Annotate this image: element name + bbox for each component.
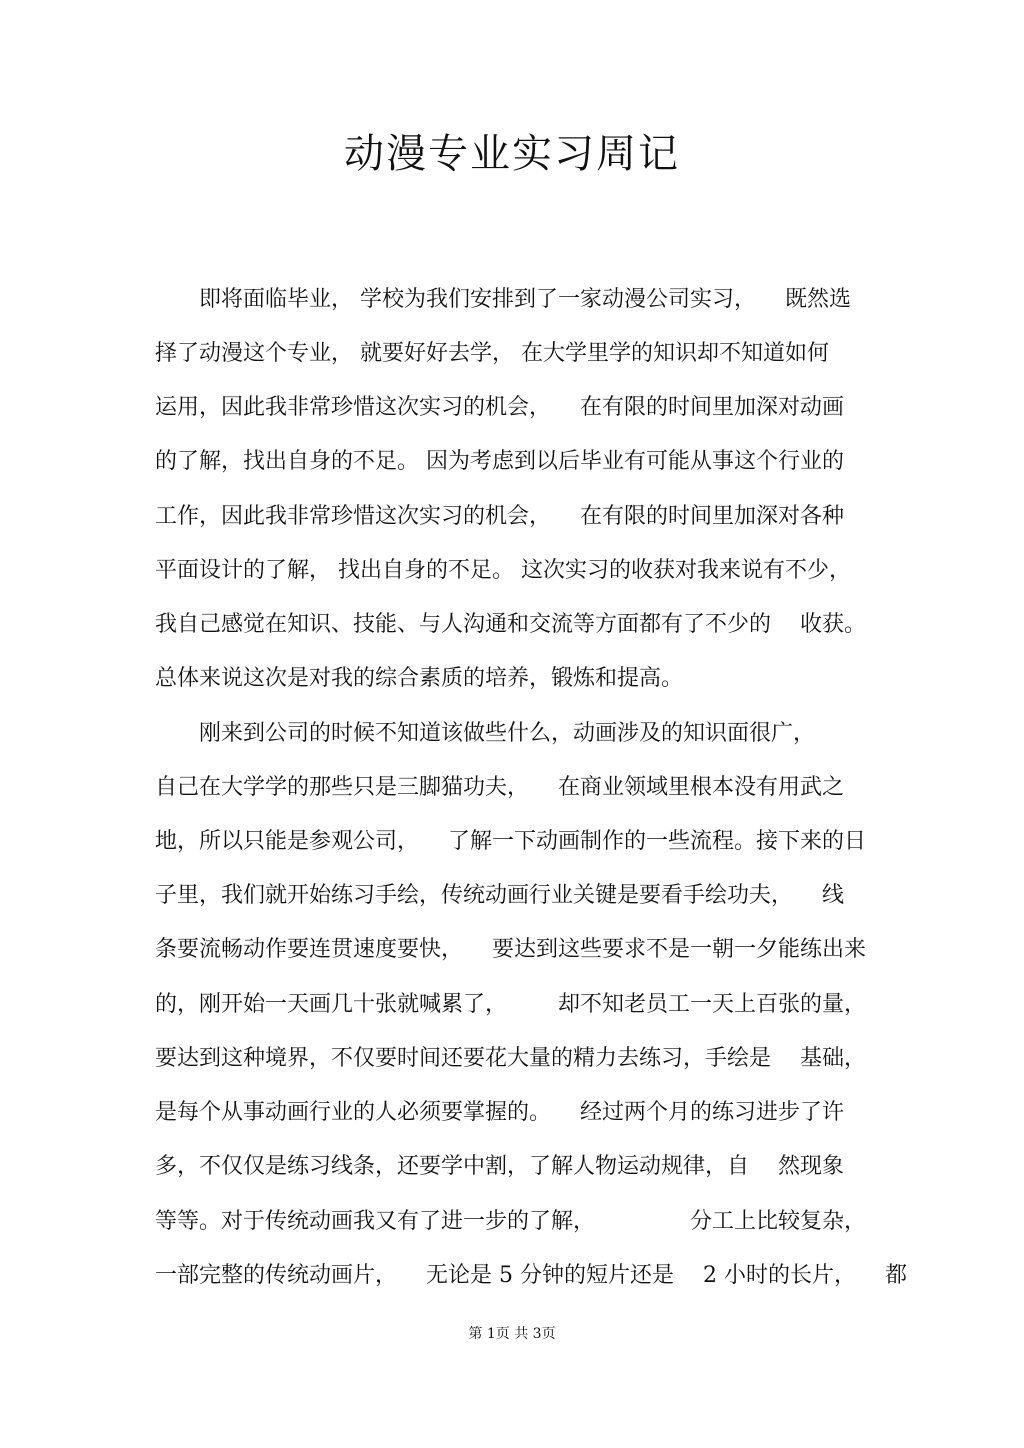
document-title: 动漫专业实习周记 — [344, 131, 680, 177]
paragraph-line: 工作，因此我非常珍惜这次实习的机会， 在有限的时间里加深对各种 — [155, 504, 844, 529]
paragraph-line: 我自己感觉在知识、技能、与人沟通和交流等方面都有了不少的 收获。 — [155, 612, 866, 637]
paragraph-line: 要达到这种境界，不仅要时间还要花大量的精力去练习，手绘是 基础， — [155, 1046, 866, 1071]
paragraph-line: 一部完整的传统动画片， 无论是 5 分钟的短片还是 2 小时的长片， 都 — [155, 1263, 907, 1288]
paragraph-line: 是每个从事动画行业的人必须要掌握的。 经过两个月的练习进步了许 — [155, 1100, 844, 1125]
paragraph-line: 平面设计的了解， 找出自身的不足。 这次实习的收获对我来说有不少， — [155, 558, 851, 583]
paragraph-line: 运用，因此我非常珍惜这次实习的机会， 在有限的时间里加深对动画 — [155, 395, 844, 420]
paragraph-line: 择了动漫这个专业， 就要好好去学， 在大学里学的知识却不知道如何 — [155, 341, 829, 366]
paragraph-line: 地，所以只能是参观公司， 了解一下动画制作的一些流程。接下来的日 — [155, 829, 866, 854]
paragraph-line: 子里，我们就开始练习手绘，传统动画行业关键是要看手绘功夫， 线 — [155, 883, 844, 908]
paragraph-line: 多，不仅仅是练习线条，还要学中割，了解人物运动规律，自 然现象 — [155, 1154, 844, 1179]
paragraph-line: 即将面临毕业， 学校为我们安排到了一家动漫公司实习， 既然选 — [155, 287, 851, 312]
paragraph-line: 等等。对于传统动画我又有了进一步的了解， 分工上比较复杂， — [155, 1209, 866, 1234]
paragraph-line: 总体来说这次是对我的综合素质的培养，锻炼和提高。 — [155, 666, 684, 691]
paragraph-line: 刚来到公司的时候不知道该做些什么，动画涉及的知识面很广， — [155, 721, 816, 746]
paragraph-line: 自己在大学学的那些只是三脚猫功夫， 在商业领域里根本没有用武之 — [155, 775, 844, 800]
paragraph-line: 的，刚开始一天画几十张就喊累了， 却不知老员工一天上百张的量， — [155, 992, 866, 1017]
paragraph-line: 条要流畅动作要连贯速度要快， 要达到这些要求不是一朝一夕能练出来 — [155, 937, 866, 962]
page-number: 第 1页 共 3页 — [468, 1326, 556, 1342]
paragraph-line: 的了解，找出自身的不足。 因为考虑到以后毕业有可能从事这个行业的 — [155, 449, 844, 474]
